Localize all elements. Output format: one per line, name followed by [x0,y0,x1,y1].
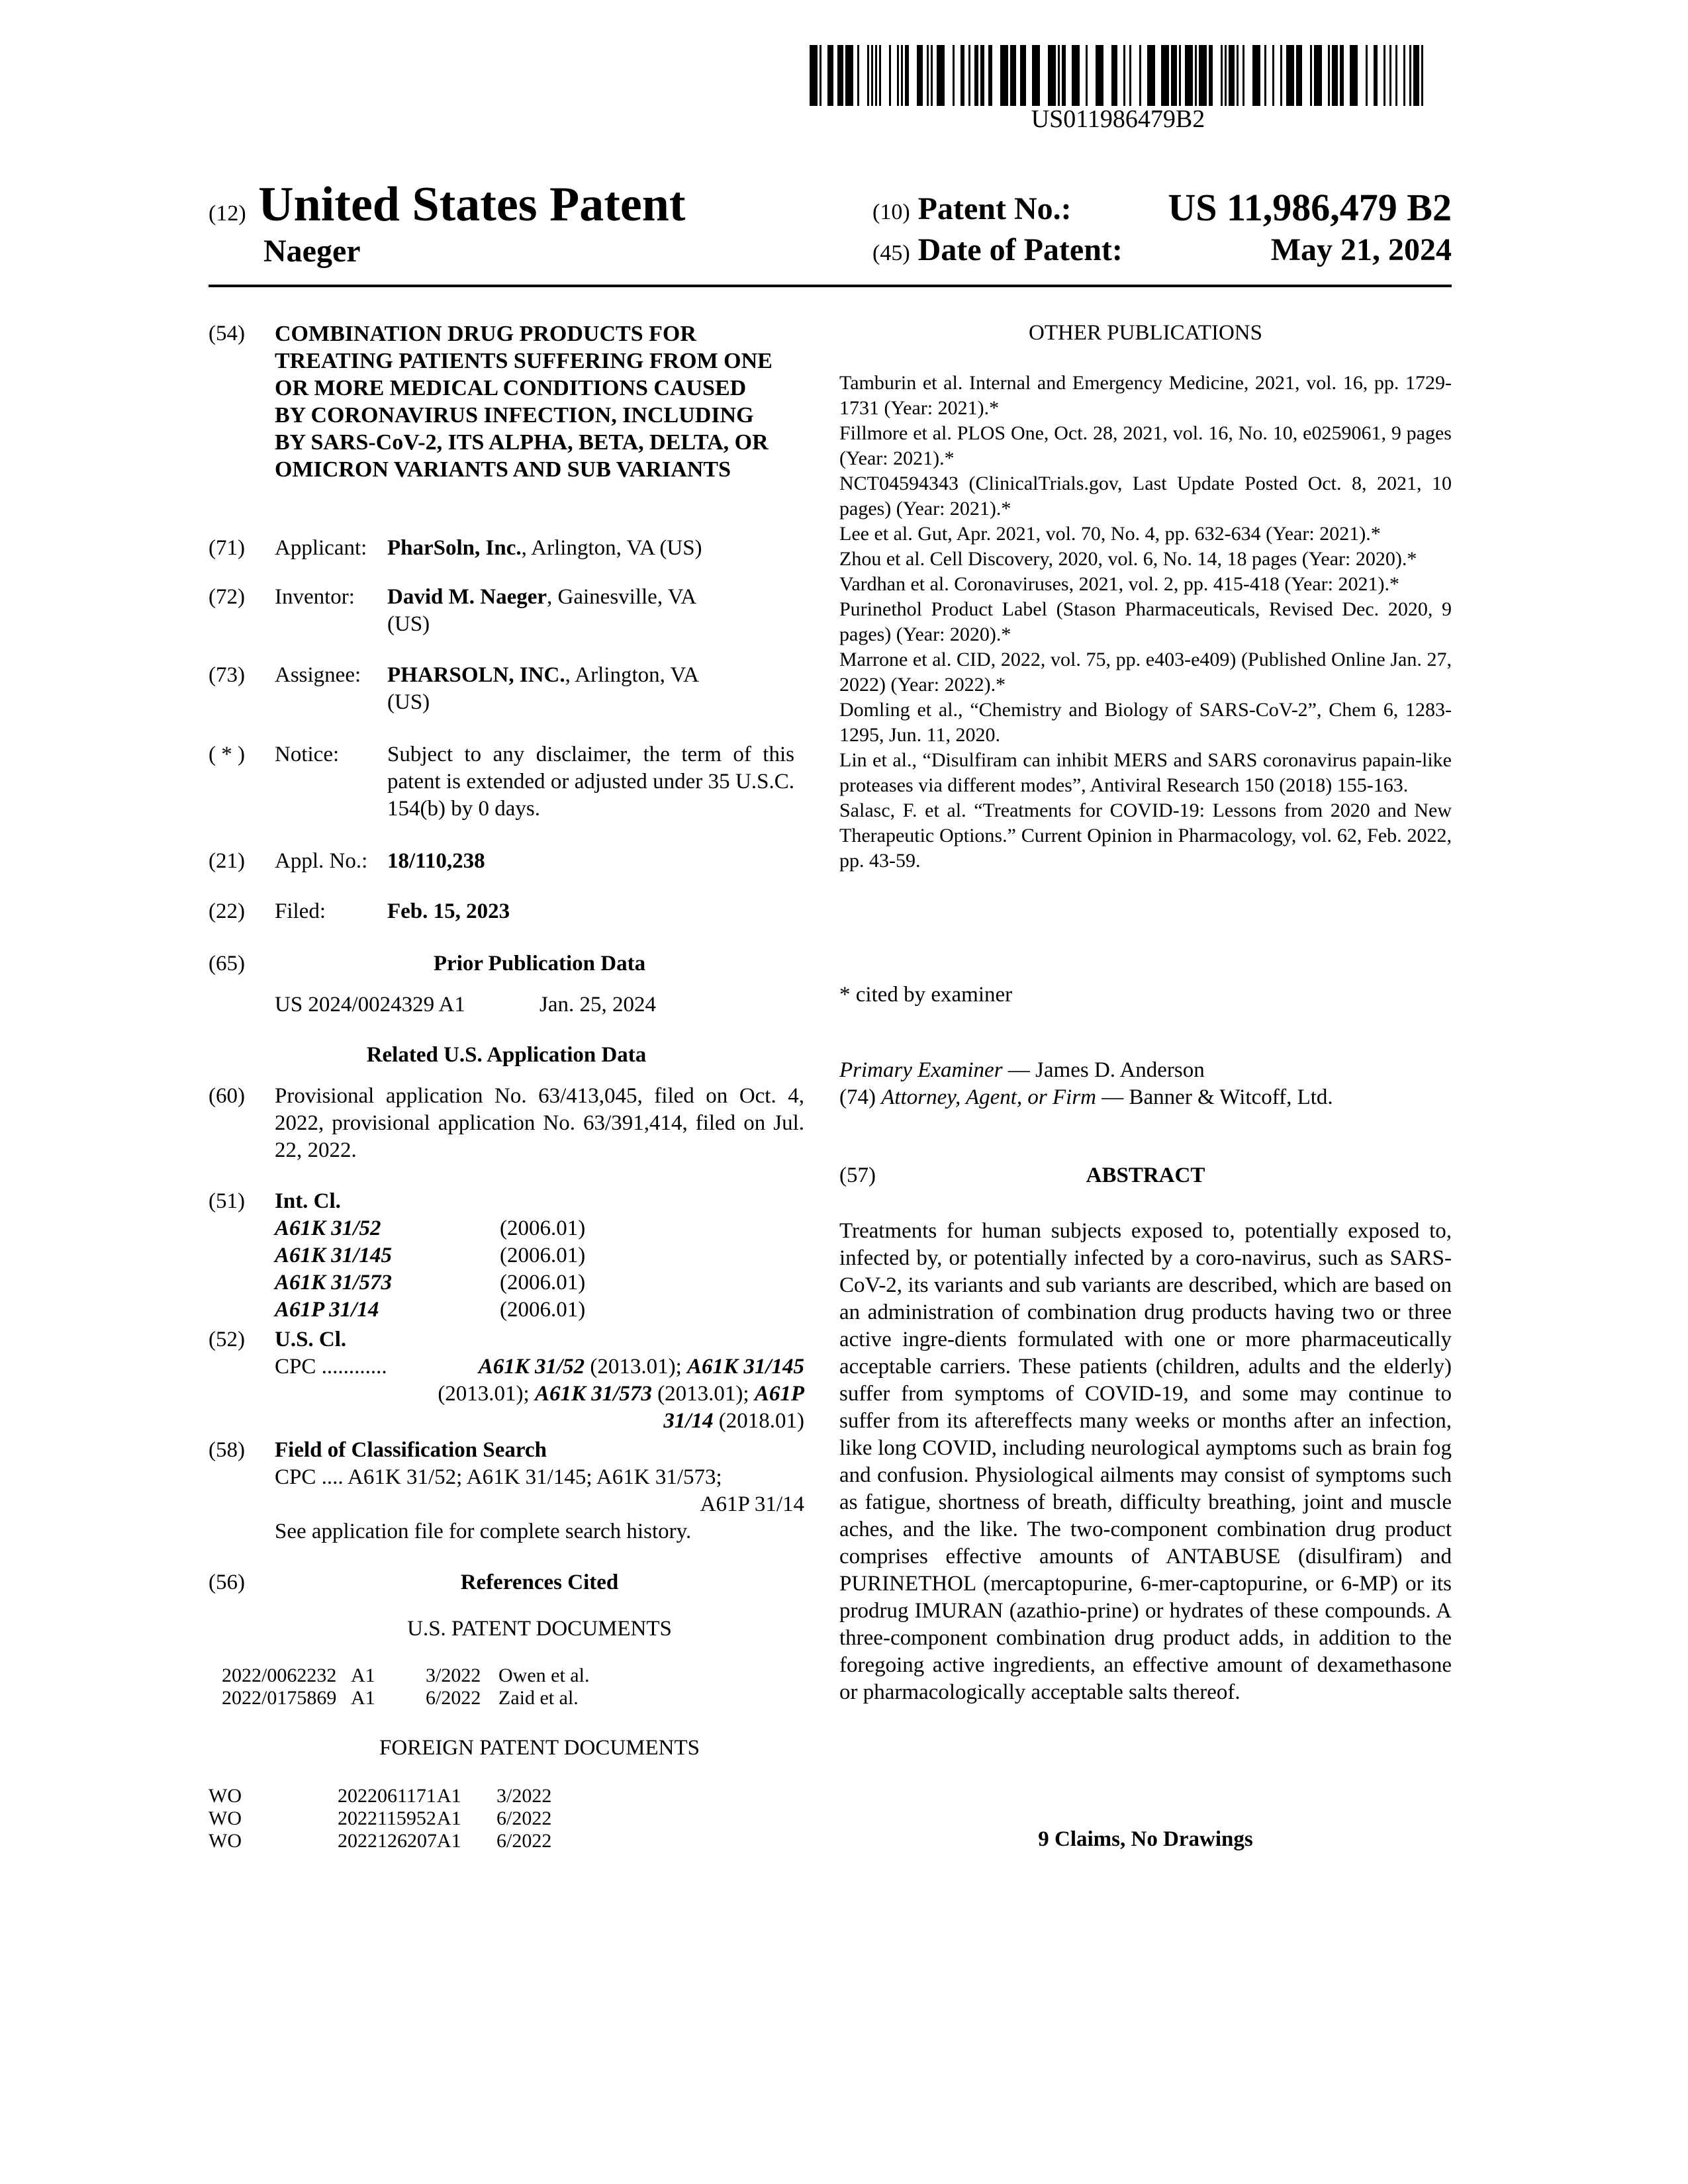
inventor-country: (US) [387,612,430,636]
date-label: Date of Patent: [917,232,1123,267]
foreign-doc-country: WO [209,1830,242,1852]
patent-date: May 21, 2024 [1270,232,1452,267]
barcode-bar [1421,45,1423,106]
abstract-heading: ABSTRACT [1086,1163,1205,1187]
barcode-bar [1350,45,1358,106]
barcode-bar [859,45,867,106]
barcode-bar [1314,45,1322,106]
attorney-label: Attorney, Agent, or Firm [881,1085,1097,1109]
examiner-label: Primary Examiner [839,1058,1003,1082]
notice-section [209,741,804,827]
attorney-code: (74) [839,1085,876,1109]
publication-entry: NCT04594343 (ClinicalTrials.gov, Last Update Posted Oct. 8, 2021, 10 pages) (Year: 2021).* [839,473,1452,520]
claims-summary: 9 Claims, No Drawings [1038,1827,1253,1851]
barcode-bar [827,45,833,106]
int-cl-row [275,1215,804,1242]
foreign-doc-number: 2022126207 [338,1830,437,1852]
barcode-bar [1048,45,1056,106]
inventor-code: (72) [209,585,245,609]
doc-type-code: (12) [209,201,246,226]
us-cl-code: (52) [209,1328,245,1351]
assignee-code: (73) [209,663,245,687]
us-cl-version: (2018.01) [713,1409,804,1433]
barcode-bar [1161,45,1169,106]
inventor-location: , Gainesville, VA [547,585,697,609]
header-inventor: Naeger [263,234,361,269]
references-code: (56) [209,1570,245,1594]
int-cl-row [275,1269,804,1297]
barcode-bar [1010,45,1016,106]
barcode-bar [1155,45,1161,106]
barcode-bar [992,45,1000,106]
us-doc-date: 6/2022 [426,1687,481,1709]
patent-number-row [872,186,1452,230]
attorney-name: — Banner & Witcoff, Ltd. [1096,1085,1333,1109]
us-cl-version: (2013.01); [651,1382,755,1406]
barcode-bar [1266,45,1272,106]
us-doc-row [222,1664,818,1687]
barcode-bar [1171,45,1177,106]
barcode-bar [837,45,843,106]
foreign-doc-country: WO [209,1785,242,1807]
us-doc-number: 2022/0175869 [222,1687,337,1709]
filed-value: Feb. 15, 2023 [387,899,510,923]
int-cl-section [209,1188,804,1327]
us-cl-line-1 [275,1353,804,1381]
us-doc-date: 3/2022 [426,1664,481,1686]
barcode-bar [1322,45,1328,106]
barcode-bar [1096,45,1103,106]
applicant-section [209,535,804,565]
prior-pub-code: (65) [209,952,245,976]
inventor-name: David M. Naeger [387,585,547,609]
barcode-bar [1117,45,1123,106]
us-cl-cpc-prefix: CPC ............ [275,1355,387,1379]
barcode-bar [1368,45,1374,106]
barcode-bar [891,45,897,106]
foreign-doc-kind: A1 [437,1830,461,1852]
date-code: (45) [872,241,910,265]
prior-pub-number: US 2024/0024329 A1 [275,993,465,1017]
publication-entry: Purinethol Product Label (Stason Pharmaceuticals, Revised Dec. 2020, 9 pages) (Year: 2020).* [839,598,1452,645]
assignee-label: Assignee: [275,663,361,687]
barcode-bar [1332,45,1338,106]
abstract-code: (57) [839,1163,876,1187]
us-cl-section [209,1326,804,1439]
barcode-bar [1229,45,1235,106]
barcode-bar [1344,45,1350,106]
barcode-bar [1274,45,1280,106]
cited-by-examiner-note: * cited by examiner [839,983,1013,1007]
barcode-bar [1147,45,1155,106]
barcode-bar [810,45,818,106]
assignee-name: PHARSOLN, INC. [387,663,565,687]
us-cl-class: A61K 31/145 [687,1355,804,1379]
us-cl-heading: U.S. Cl. [275,1328,347,1351]
applicant-code: (71) [209,536,245,560]
barcode-bar [881,45,889,106]
barcode-bar [955,45,961,106]
references-section [209,1569,804,1854]
patent-date-row [872,232,1452,271]
barcode-bar [1080,45,1086,106]
int-cl-row [275,1297,804,1324]
barcode-bar [1358,45,1366,106]
examiner-line [839,1057,1452,1084]
field-search-cpc: CPC .... A61K 31/52; A61K 31/145; A61K 31/573; [275,1465,722,1489]
appl-no-label: Appl. No.: [275,849,368,873]
field-search-code: (58) [209,1438,245,1462]
field-search-cpc-cont: A61P 31/14 [700,1492,804,1516]
barcode-bar [937,45,945,106]
inventor-section [209,584,804,640]
filed-label: Filed: [275,899,326,923]
us-doc-name: Zaid et al. [498,1687,579,1709]
us-doc-kind: A1 [351,1664,375,1686]
patent-number: US 11,986,479 B2 [1168,186,1452,229]
int-cl-version: (2006.01) [500,1271,586,1295]
references-heading: References Cited [460,1570,619,1594]
assignee-location: , Arlington, VA [565,663,699,687]
foreign-doc-row [209,1807,804,1830]
publication-entry: Fillmore et al. PLOS One, Oct. 28, 2021, vol. 16, No. 10, e0259061, 9 pages (Year: 2021).* [839,422,1452,469]
barcode-bar [1026,45,1032,106]
foreign-doc-row [209,1830,804,1852]
barcode-bar [1072,45,1080,106]
publication-entry: Lee et al. Gut, Apr. 2021, vol. 70, No. 4, pp. 632-634 (Year: 2021).* [839,523,1381,545]
barcode-bar [1103,45,1111,106]
us-cl-class: A61K 31/52 [478,1355,585,1379]
title-section [209,320,804,519]
publication-entry: Salasc, F. et al. “Treatments for COVID-19: Lessons from 2020 and New Therapeutic Options.” Current Opinion in Pharmacology, vol. 62, Feb. 2022, pp. 43-59. [839,799,1452,872]
barcode-bar [1296,45,1302,106]
notice-text: Subject to any disclaimer, the term of this patent is extended or adjusted under 35 U.S.C. 154(b) by 0 days. [387,743,794,821]
barcode-bar [1066,45,1072,106]
appl-no-value: 18/110,238 [387,849,485,873]
us-doc-kind: A1 [351,1687,375,1709]
us-doc-row [222,1687,818,1709]
applicant-label: Applicant: [275,536,367,560]
us-doc-name: Owen et al. [498,1664,590,1686]
field-search-note: See application file for complete search history. [275,1520,692,1543]
us-doc-number: 2022/0062232 [222,1664,337,1686]
foreign-doc-date: 6/2022 [496,1830,552,1852]
barcode-bar [1213,45,1221,106]
barcode [810,45,1427,106]
foreign-doc-number: 2022115952 [338,1807,436,1829]
publication-entry: Lin et al., “Disulfiram can inhibit MERS and SARS coronavirus papain-like proteases via different modes”, Antiviral Research 150 (2018) 155-163. [839,749,1452,796]
barcode-bar [1111,45,1117,106]
foreign-doc-country: WO [209,1807,242,1829]
int-cl-version: (2006.01) [500,1244,586,1267]
int-cl-heading: Int. Cl. [275,1189,341,1213]
invention-title: COMBINATION DRUG PRODUCTS FOR TREATING PATIENTS SUFFERING FROM ONE OR MORE MEDICAL CONDITIONS CAUSED BY CORONAVIRUS INFECTION, INCLUDING BY SARS-CoV-2, ITS ALPHA, BETA, DELTA, OR OMICRON VARIANTS AND SUB VARIANTS [275,322,773,482]
int-cl-class: A61K 31/52 [275,1216,381,1240]
examiner-name: — James D. Anderson [1002,1058,1205,1082]
barcode-bar [845,45,853,106]
int-cl-class: A61P 31/14 [275,1298,379,1322]
publication-entry: Domling et al., “Chemistry and Biology of SARS-CoV-2”, Chem 6, 1283-1295, Jun. 11, 2020. [839,699,1452,746]
patent-no-label: Patent No.: [917,191,1072,226]
int-cl-version: (2006.01) [500,1298,586,1322]
abstract-heading-row [839,1162,1452,1189]
us-cl-line-3: 31/14 (2018.01) [663,1409,804,1433]
appl-no-code: (21) [209,849,245,873]
publication-entry: Vardhan et al. Coronaviruses, 2021, vol. 2, pp. 415-418 (Year: 2021).* [839,573,1399,595]
related-text: Provisional application No. 63/413,045, filed on Oct. 4, 2022, provisional application No. 63/391,414, filed on Jul. 22, 2022. [275,1084,804,1162]
title-code: (54) [209,322,245,345]
barcode-bar [909,45,917,106]
prior-pub-date: Jan. 25, 2024 [539,993,656,1017]
barcode-bar [1286,45,1294,106]
document-type [209,177,686,232]
foreign-doc-kind: A1 [437,1785,461,1807]
barcode-bar [917,45,923,106]
inventor-label: Inventor: [275,585,355,609]
barcode-bar [945,45,953,106]
foreign-doc-number: 2022061171 [338,1785,436,1807]
barcode-bar [1397,45,1403,106]
patent-no-code: (10) [872,200,910,224]
filed-section [209,898,804,928]
publication-entry: Zhou et al. Cell Discovery, 2020, vol. 6, No. 14, 18 pages (Year: 2020).* [839,548,1417,570]
barcode-number: US011986479B2 [1031,105,1205,133]
foreign-doc-date: 3/2022 [496,1785,552,1807]
related-code: (60) [209,1084,245,1108]
barcode-bar [1032,45,1040,106]
barcode-bar [1199,45,1207,106]
barcode-bar [1244,45,1252,106]
barcode-bar [821,45,827,106]
barcode-bar [1378,45,1383,106]
foreign-doc-kind: A1 [437,1807,461,1829]
us-cl-line-2: (2013.01); A61K 31/573 (2013.01); A61P [438,1382,804,1406]
prior-pub-heading: Prior Publication Data [433,952,646,976]
barcode-bar [1252,45,1260,106]
filed-code: (22) [209,899,245,923]
int-cl-version: (2006.01) [500,1216,586,1240]
int-cl-class: A61K 31/573 [275,1271,392,1295]
barcode-bar [1000,45,1008,106]
int-cl-row [275,1242,804,1269]
us-cl-version: (2013.01); [585,1355,688,1379]
us-docs-heading: U.S. PATENT DOCUMENTS [407,1617,672,1641]
publication-entry: Marrone et al. CID, 2022, vol. 75, pp. e403-e409) (Published Online Jan. 27, 2022) (Year: 2022).* [839,649,1452,696]
doc-type-title: United States Patent [258,177,686,232]
int-cl-class: A61K 31/145 [275,1244,392,1267]
appl-no-section [209,848,804,878]
header-divider [209,285,1452,287]
notice-label: Notice: [275,743,340,766]
abstract-text: Treatments for human subjects exposed to, potentially exposed to, infected by, or potentially infected by a coro-navirus, such as SARS-CoV-2, its variants and sub variants are described, which are based on an administration of combination drug products having two or three active ingre-dients formulated with one or more pharmaceutically acceptable carriers. These patients (children, adults and the elderly) suffer from symptoms of COVID-19, and some may continue to suffer from its aftereffects many weeks or months after an infection, like long COVID, including neurological aymptoms such as brain fog and confusion. Physiological ailments may consist of symptoms such as fatigue, shortness of breath, difficulty breathing, joint and muscle aches, and the like. The two-component combination drug product comprises effective amounts of ANTABUSE (disulfiram) and PURINETHOL (mercaptopurine, 6-mer-captopurine, or 6-MP) or its prodrug IMURAN (azathio-prine) or hydrates of these compounds. A three-component combination drug product adds, in addition to the foregoing active ingredients, an effective amount of dexamethasone or pharmacologically acceptable salts thereof. [839,1219,1452,1704]
assignee-section [209,662,804,718]
related-heading: Related U.S. Application Data [366,1043,647,1067]
applicant-location: , Arlington, VA (US) [521,536,702,560]
barcode-bar [1040,45,1048,106]
publication-entry: Tamburin et al. Internal and Emergency Medicine, 2021, vol. 16, pp. 1729-1731 (Year: 2021).* [839,372,1452,419]
applicant-name: PharSoln, Inc. [387,536,522,560]
barcode-bar [1088,45,1096,106]
related-application-section [209,1042,804,1174]
barcode-bar [1020,45,1026,106]
other-publications-heading: OTHER PUBLICATIONS [1029,321,1262,345]
assignee-country: (US) [387,690,430,714]
us-cl-class: A61K 31/573 [534,1382,652,1406]
attorney-line [839,1084,1452,1111]
foreign-doc-row [209,1785,804,1807]
barcode-bar [1131,45,1139,106]
field-search-section [209,1437,804,1556]
barcode-bar [1185,45,1193,106]
barcode-bar [1141,45,1147,106]
other-publications-list [839,371,1452,874]
barcode-bar [1413,45,1419,106]
prior-publication-section [209,950,804,1023]
barcode-bar [1302,45,1310,106]
notice-code: ( * ) [209,743,245,766]
foreign-docs-heading: FOREIGN PATENT DOCUMENTS [379,1736,700,1760]
field-search-heading: Field of Classification Search [275,1438,547,1462]
int-cl-code: (51) [209,1189,245,1213]
foreign-doc-date: 6/2022 [496,1807,552,1829]
